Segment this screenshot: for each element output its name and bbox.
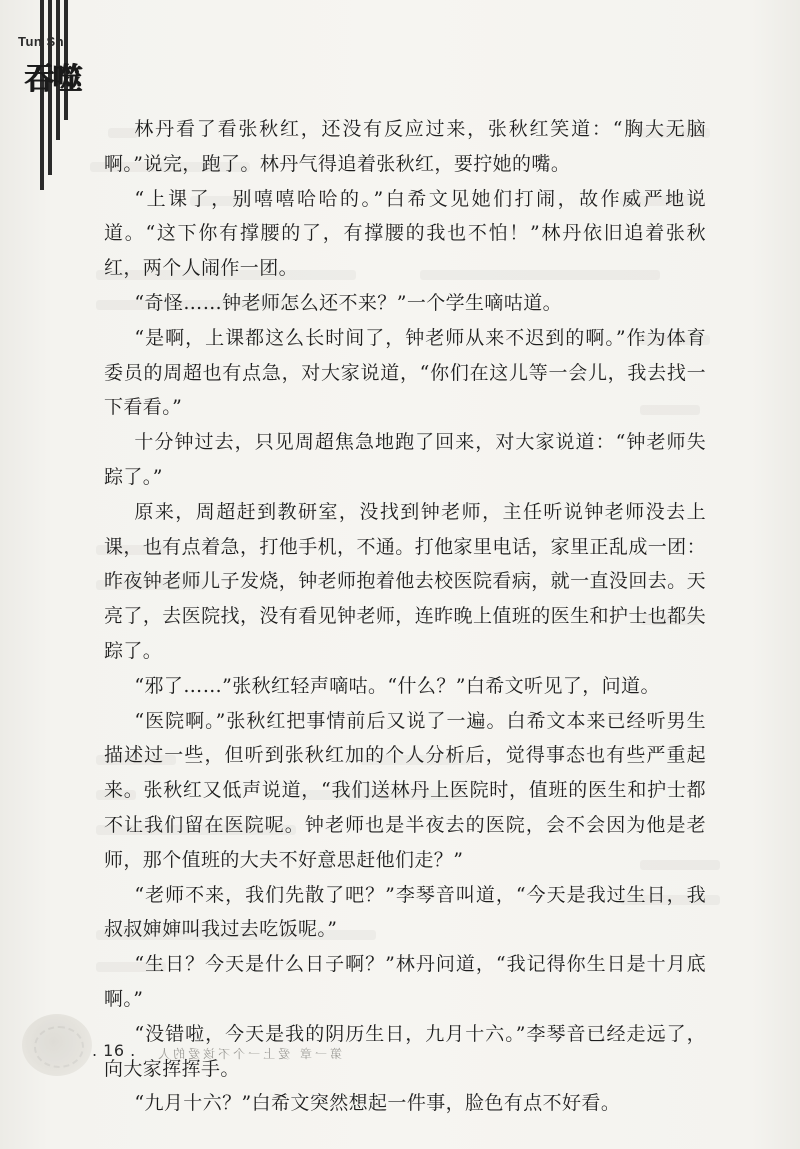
paragraph-3: “奇怪……钟老师怎么还不来？”一个学生嘀咕道。 [134, 291, 563, 314]
paragraph-11: “没错啦，今天是我的阴历生日，九月十六。”李琴音已经走远了，向大家挥挥手。 [104, 1022, 706, 1080]
paragraph-4: “是啊，上课都这么长时间了，钟老师从来不迟到的啊。”作为体育委员的周超也有点急，对大家说道，“你们在这儿等一会儿，我去找一下看看。” [104, 326, 706, 419]
paragraph-7: “邪了……”张秋红轻声嘀咕。“什么？”白希文听见了，问道。 [134, 674, 660, 697]
logo-latin-text: Tun Shi [18, 34, 69, 49]
paragraph-12: “九月十六？”白希文突然想起一件事，脸色有点不好看。 [134, 1092, 621, 1115]
paragraph-9: “老师不来，我们先散了吧？”李琴音叫道，“今天是我过生日，我叔叔婶婶叫我过去吃饭呢。” [104, 883, 706, 941]
page-number: . 16 . [92, 1041, 136, 1060]
paragraph-6: 原来，周超赶到教研室，没找到钟老师，主任听说钟老师没去上课，也有点着急，打他手机，不通。打他家里电话，家里正乱成一团：昨夜钟老师儿子发烧，钟老师抱着他去校医院看病，就一直没回去。天亮了，去医院找，没有看见钟老师，连昨晚上值班的医生和护士也都失踪了。 [104, 500, 706, 662]
logo-cjk-text: 吞噬 [24, 62, 80, 97]
paragraph-10: “生日？今天是什么日子啊？”林丹问道，“我记得你生日是十月底啊。” [104, 953, 706, 1010]
footer-emblem [22, 1014, 92, 1076]
series-logo [10, 0, 120, 130]
paragraph-2: “上课了，别嘻嘻哈哈的。”白希文见她们打闹，故作威严地说道。“这下你有撑腰的了，有撑腰的我也不怕！”林丹依旧追着张秋红，两个人闹作一团。 [104, 187, 706, 280]
body-text [104, 112, 706, 1121]
paragraph-8: “医院啊。”张秋红把事情前后又说了一遍。白希文本来已经听男生描述过一些，但听到张秋红加的个人分析后，觉得事态也有些严重起来。张秋红又低声说道，“我们送林丹上医院时，值班的医生和护士都不让我们留在医院呢。钟老师也是半夜去的医院，会不会因为他是老师，那个值班的大夫不好意思赶他们走？” [104, 709, 706, 871]
logo-bars [40, 0, 80, 200]
running-head-bleed: 第一章 爱上一个不该爱的人 [155, 1047, 342, 1061]
paragraph-5: 十分钟过去，只见周超焦急地跑了回来，对大家说道：“钟老师失踪了。” [104, 431, 706, 488]
paragraph-1: 林丹看了看张秋红，还没有反应过来，张秋红笑道：“胸大无脑啊。”说完，跑了。林丹气得追着张秋红，要拧她的嘴。 [104, 118, 706, 175]
